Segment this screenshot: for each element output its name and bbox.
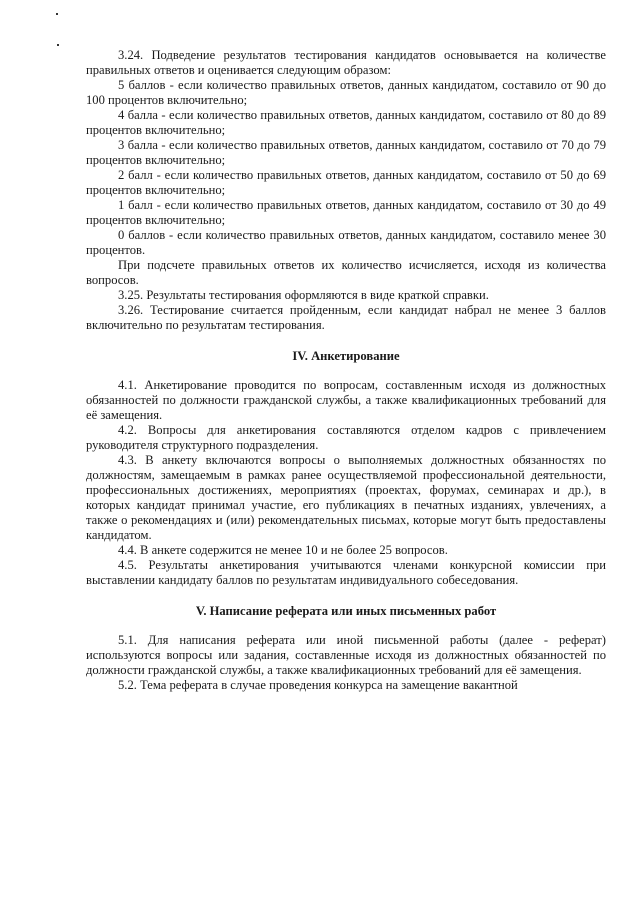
section-5-heading: V. Написание реферата или иных письменных работ bbox=[195, 604, 497, 618]
grade-5-points: 5 баллов - если количество правильных ответов, данных кандидатом, составило от 90 до 100 процентов включительно; bbox=[86, 78, 606, 107]
paragraph-4-4: 4.4. В анкете содержится не менее 10 и не более 25 вопросов. bbox=[118, 543, 448, 557]
grade-4-points: 4 балла - если количество правильных ответов, данных кандидатом, составило от 80 до 89 процентов включительно; bbox=[86, 108, 606, 137]
paragraph-5-2: 5.2. Тема реферата в случае проведения конкурса на замещение вакантной bbox=[118, 678, 518, 692]
paragraph-5-1: 5.1. Для написания реферата или иной письменной работы (далее - реферат) используются вопросы или задания, составленные исходя из должностных обязанностей по должности гражданской службы, а также квалификационных требований для её замещения. bbox=[86, 633, 606, 677]
grade-2-points: 2 балл - если количество правильных ответов, данных кандидатом, составило от 50 до 69 процентов включительно; bbox=[86, 168, 606, 197]
grade-0-points: 0 баллов - если количество правильных ответов, данных кандидатом, составило менее 30 процентов. bbox=[86, 228, 606, 257]
document-page bbox=[86, 48, 606, 693]
paragraph-4-3: 4.3. В анкету включаются вопросы о выполняемых должностных обязанностях по должностям, замещаемым в рамках ранее осуществляемой профессиональной деятельности, профессиональных достижениях, мероприятиях (проектах, форумах, семинарах и др.), в которых кандидат принимал участие, его публикациях в печатных изданиях, увлечениях, а также о рекомендациях и (или) рекомендательных письмах, которые могут быть предоставлены кандидатом. bbox=[86, 453, 606, 542]
scan-speck bbox=[57, 44, 59, 46]
grade-1-points: 1 балл - если количество правильных ответов, данных кандидатом, составило от 30 до 49 процентов включительно; bbox=[86, 198, 606, 227]
paragraph-counting: При подсчете правильных ответов их количество исчисляется, исходя из количества вопросов. bbox=[86, 258, 606, 287]
paragraph-4-1: 4.1. Анкетирование проводится по вопросам, составленным исходя из должностных обязанностей по должности гражданской службы, а также квалификационных требований для её замещения. bbox=[86, 378, 606, 422]
paragraph-4-2: 4.2. Вопросы для анкетирования составляются отделом кадров с привлечением руководителя структурного подразделения. bbox=[86, 423, 606, 452]
paragraph-3-25: 3.25. Результаты тестирования оформляются в виде краткой справки. bbox=[118, 288, 489, 302]
paragraph-4-5: 4.5. Результаты анкетирования учитываются членами конкурсной комиссии при выставлении кандидату баллов по результатам индивидуального собеседования. bbox=[86, 558, 606, 587]
paragraph-3-24: 3.24. Подведение результатов тестирования кандидатов основывается на количестве правильных ответов и оценивается следующим образом: bbox=[86, 48, 606, 77]
paragraph-3-26: 3.26. Тестирование считается пройденным, если кандидат набрал не менее 3 баллов включительно по результатам тестирования. bbox=[86, 303, 606, 332]
grade-3-points: 3 балла - если количество правильных ответов, данных кандидатом, составило от 70 до 79 процентов включительно; bbox=[86, 138, 606, 167]
section-4-heading: IV. Анкетирование bbox=[292, 349, 400, 363]
scan-speck bbox=[56, 13, 58, 15]
